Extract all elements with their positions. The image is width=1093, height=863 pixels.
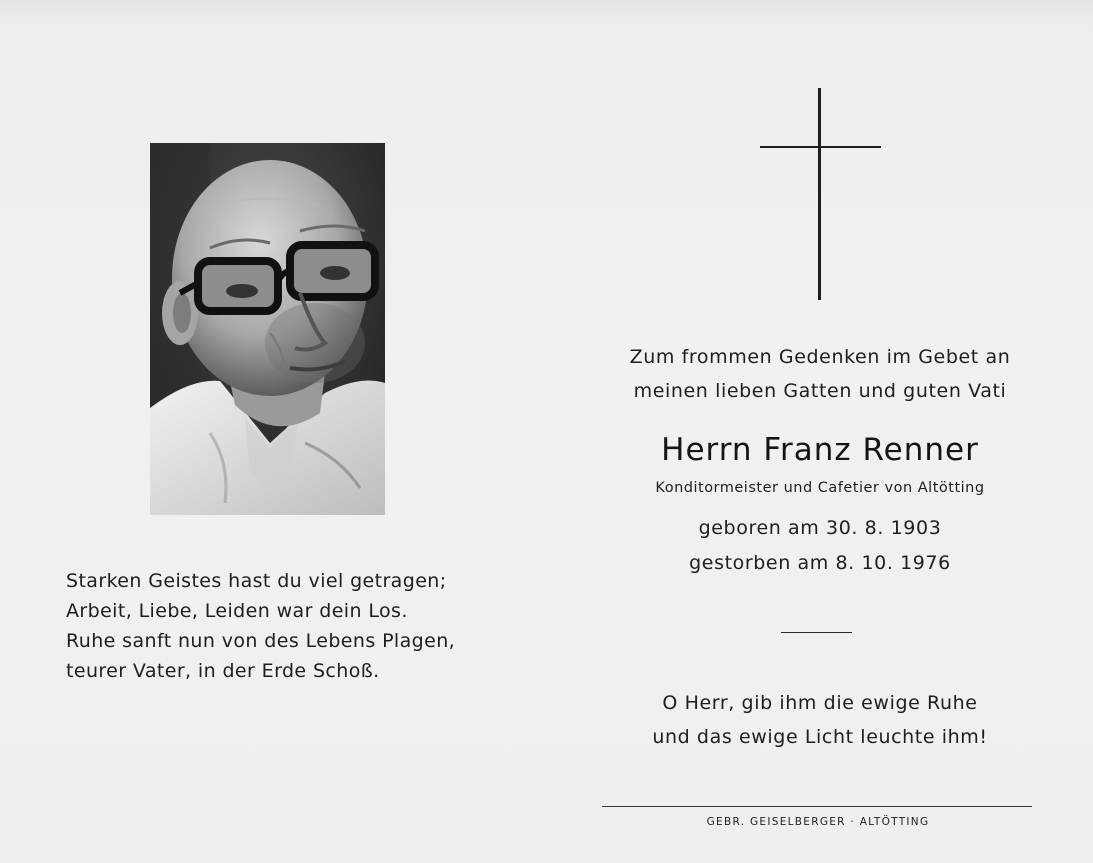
dedication (560, 340, 1080, 408)
poem-line: Ruhe sanft nun von des Lebens Plagen, (66, 630, 456, 652)
prayer-line: O Herr, gib ihm die ewige Ruhe (662, 692, 978, 714)
poem-line: Arbeit, Liebe, Leiden war dein Los. (66, 600, 408, 622)
occupation: Konditormeister und Cafetier von Altötting (655, 480, 985, 496)
cross-vertical-bar (818, 88, 821, 300)
short-divider (781, 632, 852, 633)
deceased-name: Herrn Franz Renner (661, 432, 979, 468)
poem-line: teurer Vater, in der Erde Schoß. (66, 660, 380, 682)
cross-horizontal-bar (760, 146, 881, 148)
death-date: gestorben am 8. 10. 1976 (689, 552, 951, 574)
prayer (560, 686, 1080, 754)
printer-imprint: GEBR. GEISELBERGER · ALTÖTTING (706, 816, 930, 828)
prayer-line: und das ewige Licht leuchte ihm! (652, 726, 988, 748)
dedication-line: meinen lieben Gatten und guten Vati (633, 380, 1007, 402)
dedication-line: Zum frommen Gedenken im Gebet an (629, 346, 1011, 368)
footer-divider (602, 806, 1032, 807)
poem-line: Starken Geistes hast du viel getragen; (66, 570, 447, 592)
life-dates (560, 511, 1080, 581)
poem (66, 566, 506, 686)
birth-date: geboren am 30. 8. 1903 (698, 517, 942, 539)
portrait-photo (150, 143, 385, 515)
